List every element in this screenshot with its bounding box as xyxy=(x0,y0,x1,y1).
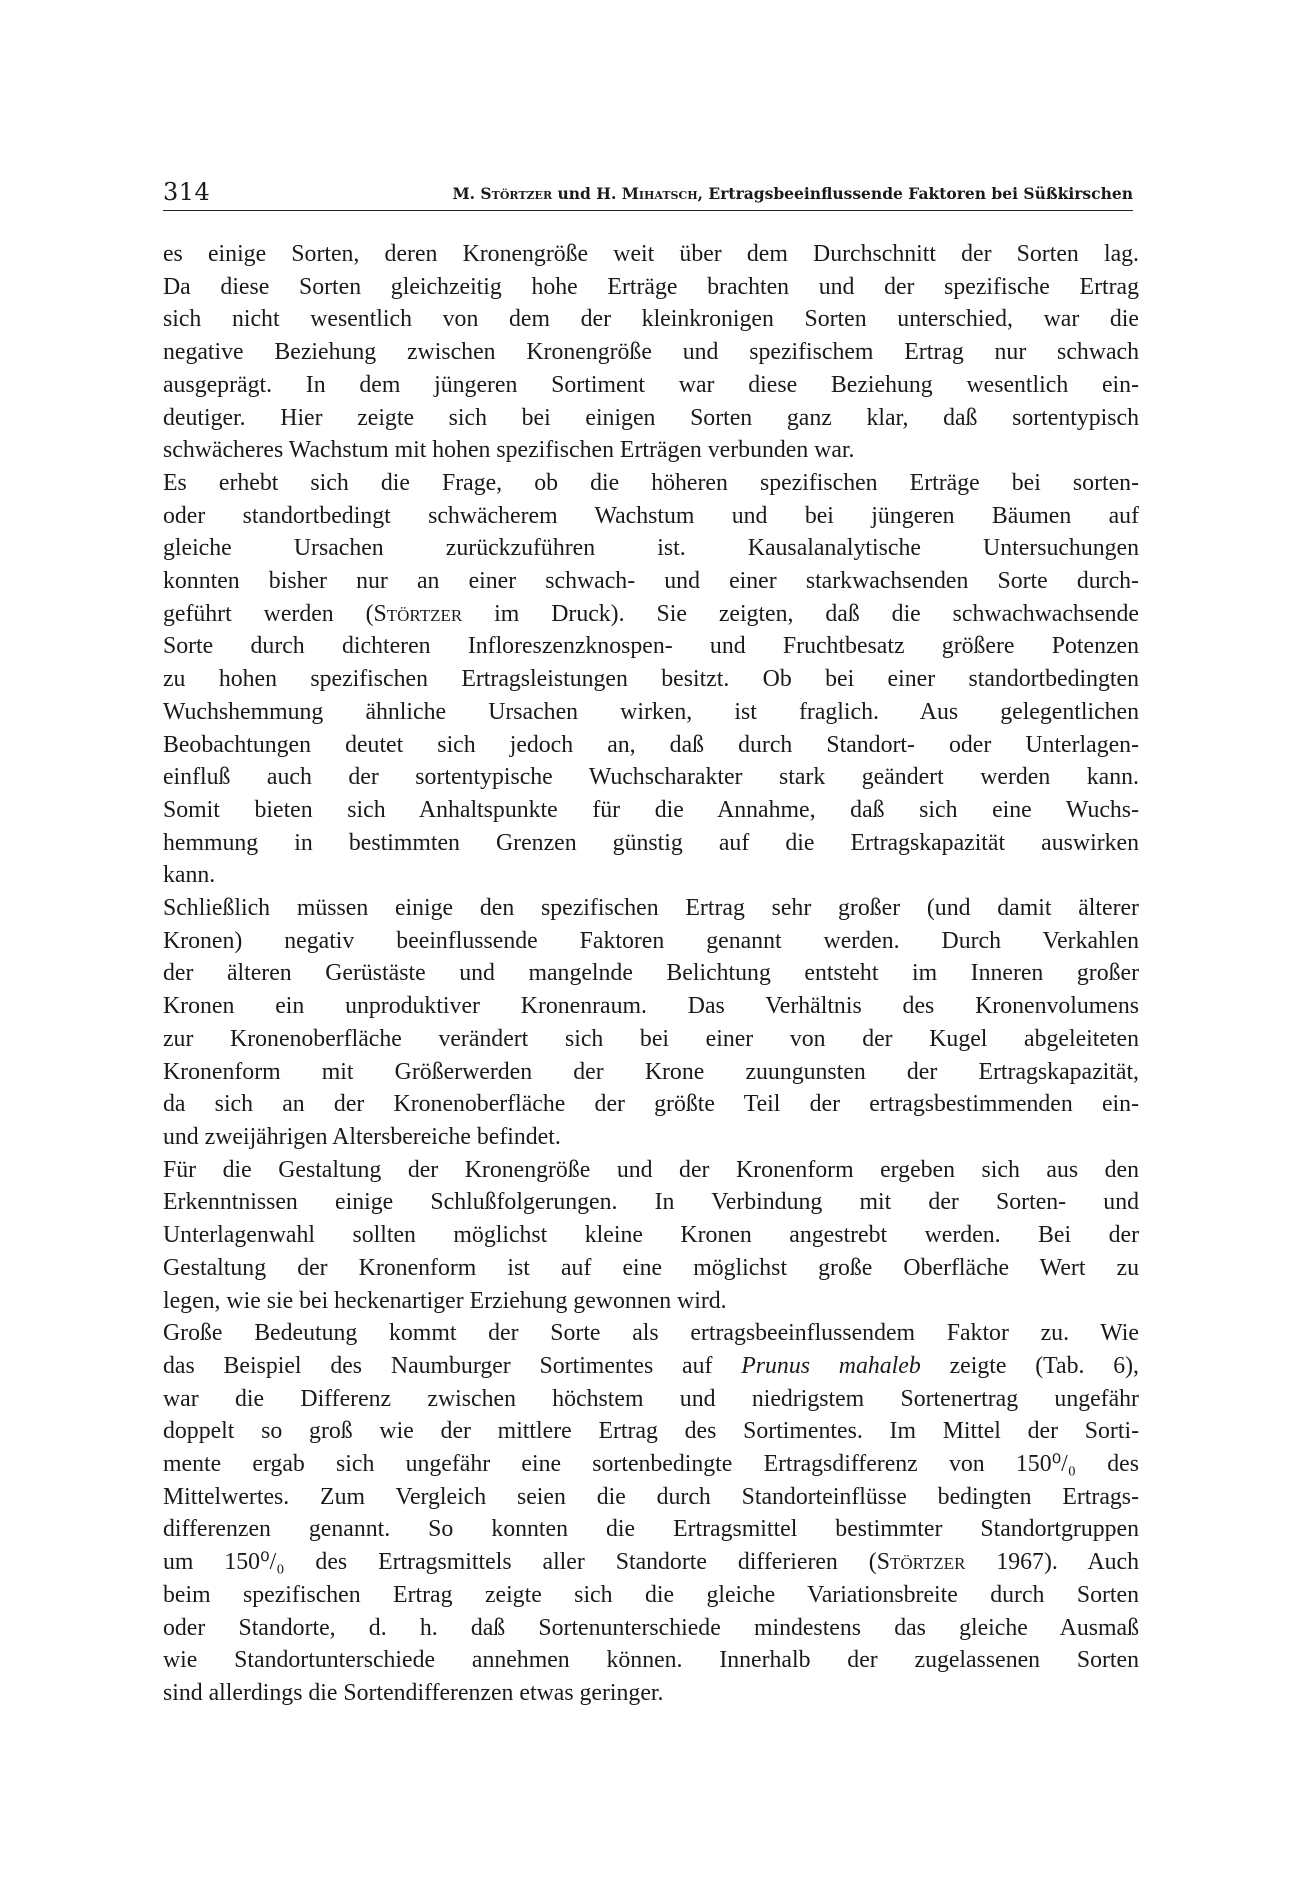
text-line: Erkenntnissen einige Schlußfolgerungen. In Verbindung mit der Sorten- und xyxy=(163,1189,1139,1216)
text-line: gleiche Ursachen zurückzuführen ist. Kausalanalytische Untersuchungen xyxy=(163,535,1139,562)
text-line: Unterlagenwahl sollten möglichst kleine Kronen angestrebt werden. Bei der xyxy=(163,1222,1139,1249)
text-line: zur Kronenoberfläche verändert sich bei einer von der Kugel abgeleiteten xyxy=(163,1025,1139,1052)
text-line: Sorte durch dichteren Infloreszenzknospen- und Fruchtbesatz größere Potenzen xyxy=(163,633,1139,660)
text-line: wie Standortunterschiede annehmen können. Innerhalb der zugelassenen Sorten xyxy=(163,1647,1139,1674)
paragraph xyxy=(163,467,1139,892)
text-line: da sich an der Kronenoberfläche der größte Teil der ertragsbestimmenden ein- xyxy=(163,1091,1139,1118)
text-line: sich nicht wesentlich von dem der kleinkronigen Sorten unterschied, war die xyxy=(163,306,1139,333)
text-line: legen, wie sie bei heckenartiger Erziehung gewonnen wird. xyxy=(163,1287,727,1314)
text-line: Kronen ein unproduktiver Kronenraum. Das Verhältnis des Kronenvolumens xyxy=(163,993,1139,1020)
text-line: Mittelwertes. Zum Vergleich seien die durch Standorteinflüsse bedingten Ertrags- xyxy=(163,1483,1139,1510)
text-line: ausgeprägt. In dem jüngeren Sortiment war diese Beziehung wesentlich ein- xyxy=(163,371,1139,398)
text-line: oder standortbedingt schwächerem Wachstum und bei jüngeren Bäumen auf xyxy=(163,502,1139,529)
text-line: konnten bisher nur an einer schwach- und einer starkwachsenden Sorte durch- xyxy=(163,568,1139,595)
text-line: kann. xyxy=(163,862,216,889)
page-header xyxy=(163,178,1133,211)
text-line: einfluß auch der sortentypische Wuchscharakter stark geändert werden kann. xyxy=(163,764,1139,791)
author-1: M. Störtzer xyxy=(452,184,553,203)
text-line: und zweijährigen Altersbereiche befindet. xyxy=(163,1123,561,1150)
author-citation: Störtzer xyxy=(373,600,463,627)
author-conjunction: und xyxy=(557,184,591,203)
text-line: um 150⁰/₀ des Ertragsmittels aller Standorte differieren (Störtzer 1967). Auch xyxy=(163,1549,1139,1576)
text-line: war die Differenz zwischen höchstem und niedrigstem Sortenertrag ungefähr xyxy=(163,1385,1139,1412)
text-line: beim spezifischen Ertrag zeigte sich die gleiche Variationsbreite durch Sorten xyxy=(163,1581,1139,1608)
text-line: differenzen genannt. So konnten die Ertragsmittel bestimmter Standortgruppen xyxy=(163,1516,1139,1543)
author-citation: Störtzer xyxy=(876,1549,966,1576)
page-number: 314 xyxy=(163,178,211,206)
text-line: es einige Sorten, deren Kronengröße weit über dem Durchschnitt der Sorten lag. xyxy=(163,241,1139,267)
text-line: Schließlich müssen einige den spezifischen Ertrag sehr großer (und damit älterer xyxy=(163,895,1139,922)
running-title: , Ertragsbeeinflussende Faktoren bei Süßkirschen xyxy=(697,184,1133,203)
text-line: hemmung in bestimmten Grenzen günstig auf die Ertragskapazität auswirken xyxy=(163,829,1139,856)
paragraph xyxy=(163,238,1139,467)
text-line: sind allerdings die Sortendifferenzen etwas geringer. xyxy=(163,1679,664,1706)
text-line: deutiger. Hier zeigte sich bei einigen Sorten ganz klar, daß sortentypisch xyxy=(163,404,1139,431)
text-line: negative Beziehung zwischen Kronengröße und spezifischem Ertrag nur schwach xyxy=(163,339,1139,366)
text-line: Es erhebt sich die Frage, ob die höheren spezifischen Erträge bei sorten- xyxy=(163,469,1139,496)
text-line: der älteren Gerüstäste und mangelnde Belichtung entsteht im Inneren großer xyxy=(163,960,1139,987)
text-line: das Beispiel des Naumburger Sortimentes auf Prunus mahaleb zeigte (Tab. 6), xyxy=(163,1352,1139,1379)
author-2: H. Mihatsch xyxy=(596,184,698,203)
text-line: Für die Gestaltung der Kronengröße und der Kronenform ergeben sich aus den xyxy=(163,1156,1139,1183)
species-name: Prunus mahaleb xyxy=(741,1352,921,1379)
text-line: schwächeres Wachstum mit hohen spezifischen Erträgen verbunden war. xyxy=(163,437,855,464)
text-line: Gestaltung der Kronenform ist auf eine möglichst große Oberfläche Wert zu xyxy=(163,1254,1139,1281)
paragraph xyxy=(163,1154,1139,1318)
paragraph xyxy=(163,892,1139,1154)
text-line: Große Bedeutung kommt der Sorte als ertragsbeeinflussendem Faktor zu. Wie xyxy=(163,1320,1139,1347)
text-line: doppelt so groß wie der mittlere Ertrag des Sortimentes. Im Mittel der Sorti- xyxy=(163,1418,1139,1445)
text-line: oder Standorte, d. h. daß Sortenunterschiede mindestens das gleiche Ausmaß xyxy=(163,1614,1139,1641)
text-line: Wuchshemmung ähnliche Ursachen wirken, ist fraglich. Aus gelegentlichen xyxy=(163,698,1139,725)
paragraph xyxy=(163,1317,1139,1709)
text-line: Somit bieten sich Anhaltspunkte für die Annahme, daß sich eine Wuchs- xyxy=(163,796,1139,823)
text-line: Kronen) negativ beeinflussende Faktoren genannt werden. Durch Verkahlen xyxy=(163,927,1139,954)
text-line: mente ergab sich ungefähr eine sortenbedingte Ertragsdifferenz von 150⁰/₀ des xyxy=(163,1451,1139,1478)
body-text xyxy=(163,238,1139,1710)
text-line: Kronenform mit Größerwerden der Krone zuungunsten der Ertragskapazität, xyxy=(163,1058,1139,1085)
text-line: Beobachtungen deutet sich jedoch an, daß durch Standort- oder Unterlagen- xyxy=(163,731,1139,758)
text-line: geführt werden (Störtzer im Druck). Sie zeigten, daß die schwachwachsende xyxy=(163,600,1139,627)
text-line: zu hohen spezifischen Ertragsleistungen besitzt. Ob bei einer standortbedingten xyxy=(163,666,1139,693)
text-line: Da diese Sorten gleichzeitig hohe Erträge brachten und der spezifische Ertrag xyxy=(163,273,1139,300)
running-head xyxy=(452,184,1133,203)
